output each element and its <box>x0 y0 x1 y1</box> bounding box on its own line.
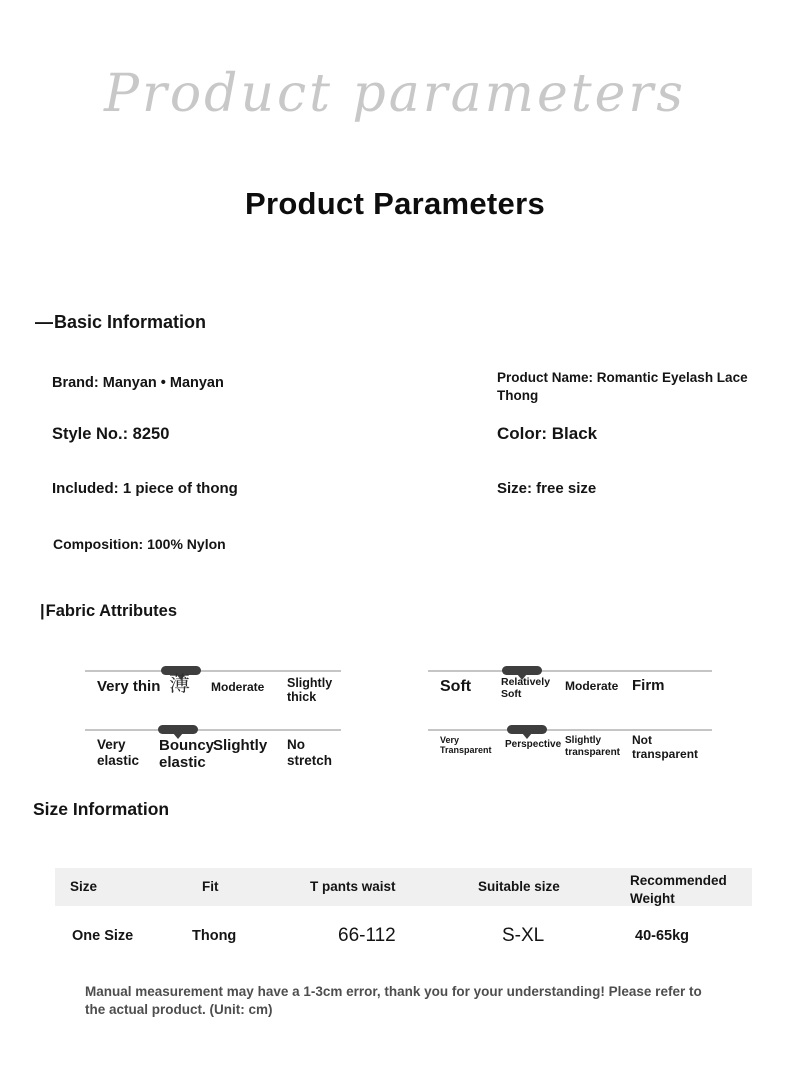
scale-label: Perspective <box>505 739 562 750</box>
transparency-scale <box>428 723 712 781</box>
page-title: Product Parameters <box>244 186 546 221</box>
color-value: Color: Black <box>497 424 598 443</box>
scale-label: Moderate <box>565 679 619 693</box>
decorative-watermark-text: Product parameters <box>104 64 686 124</box>
cell-t-pants-waist: 66-112 <box>338 925 396 946</box>
style-no-value: Style No.: 8250 <box>52 425 170 443</box>
fabric-attributes-heading <box>40 602 177 621</box>
scale-label: Slightly transparent <box>565 735 621 758</box>
scale-label: Very Transparent <box>440 735 492 756</box>
slider-thumb-indicator <box>502 666 542 675</box>
elasticity-scale <box>85 723 341 781</box>
size-information-heading: Size Information <box>33 799 170 819</box>
column-header-fit: Fit <box>202 879 219 894</box>
basic-information-heading <box>35 312 206 333</box>
slider-track <box>428 670 712 672</box>
cell-fit: Thong <box>192 928 237 944</box>
slider-thumb-indicator <box>507 725 547 734</box>
cell-suitable-size: S-XL <box>502 925 545 946</box>
scale-label: Very thin <box>97 678 161 695</box>
scale-label: No stretch <box>287 737 333 768</box>
cell-size: One Size <box>72 928 134 944</box>
fabric-attributes-heading-label: Fabric Attributes <box>45 602 178 620</box>
scale-label: Slightly thick <box>287 676 333 705</box>
brand-value: Brand: Manyan • Manyan <box>52 375 224 391</box>
thickness-scale <box>85 664 341 722</box>
size-value: Size: free size <box>497 480 597 497</box>
scale-label: Slightly <box>213 737 268 754</box>
column-header-suitable-size: Suitable size <box>478 879 560 894</box>
product-name-value: Product Name: Romantic Eyelash Lace Thong <box>497 370 748 403</box>
slider-track <box>85 670 341 672</box>
size-table-data-row <box>55 922 752 958</box>
slider-track <box>85 729 341 731</box>
column-header-t-pants-waist: T pants waist <box>310 879 396 894</box>
column-header-recommended-weight: Recommended Weight <box>630 873 727 906</box>
column-header-size: Size <box>70 879 98 894</box>
scale-label: Not transparent <box>632 733 699 761</box>
softness-scale <box>428 664 712 722</box>
slider-thumb-indicator <box>158 725 198 734</box>
cell-recommended-weight: 40-65kg <box>635 928 690 944</box>
scale-label: Moderate <box>211 680 265 694</box>
basic-information-heading-label: Basic Information <box>54 312 207 332</box>
slider-track <box>428 729 712 731</box>
scale-label-cjk: 薄 <box>169 673 190 696</box>
heading-bar-decoration: | <box>40 602 45 620</box>
composition-value: Composition: 100% Nylon <box>53 536 226 552</box>
scale-label: Bouncy elastic <box>159 737 215 772</box>
scale-label: Very elastic <box>97 737 140 768</box>
included-value: Included: 1 piece of thong <box>52 480 238 497</box>
size-table-header-row <box>55 868 752 906</box>
scale-label: Soft <box>440 678 472 695</box>
measurement-disclaimer-note: Manual measurement may have a 1-3cm error, thank you for your understanding! Please refer to the actual product. (Unit: cm) <box>85 984 702 1017</box>
heading-dash-decoration: — <box>35 312 53 332</box>
scale-label: Firm <box>632 677 665 694</box>
scale-label: Relatively Soft <box>501 676 551 701</box>
